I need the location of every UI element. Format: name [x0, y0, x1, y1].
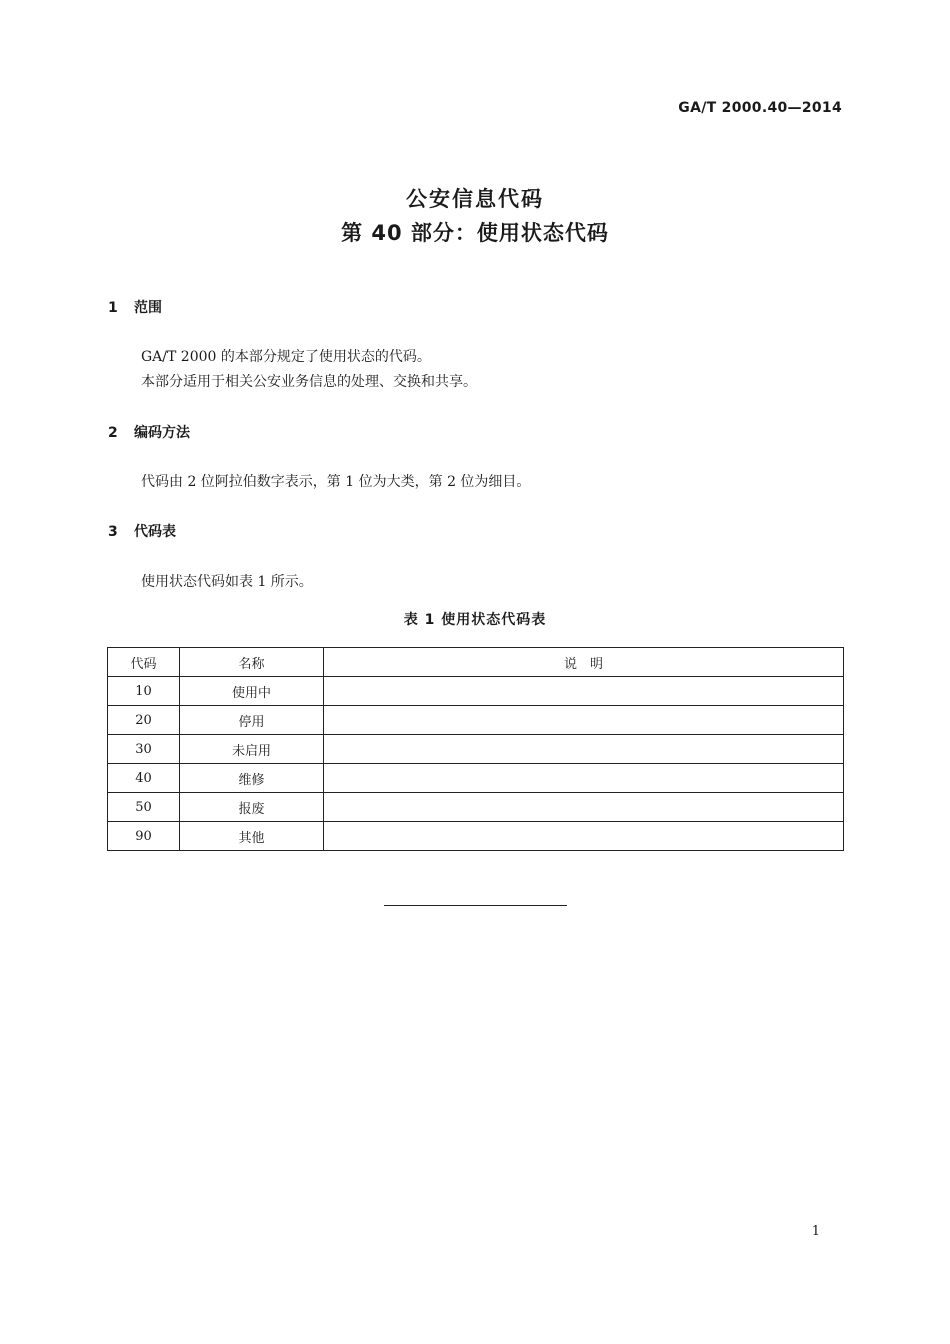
name-cell: 停用 [180, 706, 324, 735]
document-subtitle: 第 40 部分：使用状态代码 [341, 221, 609, 245]
end-of-document-rule [384, 905, 567, 906]
code-cell: 50 [108, 793, 180, 822]
code-cell: 40 [108, 764, 180, 793]
table-row [108, 793, 844, 822]
name-cell: 报废 [180, 793, 324, 822]
table-header-row [108, 648, 844, 677]
section-heading-scope [108, 297, 162, 317]
section-number: 2 [108, 425, 118, 441]
column-header-code: 代码 [108, 648, 180, 677]
standard-number: GA/T 2000.40—2014 [678, 100, 842, 116]
paragraph: 使用状态代码如表 1 所示。 [141, 574, 313, 590]
section-number: 3 [108, 524, 118, 540]
description-cell [324, 793, 844, 822]
name-cell: 未启用 [180, 735, 324, 764]
table-row [108, 764, 844, 793]
table-row [108, 706, 844, 735]
section-heading-coding-method [108, 422, 190, 442]
page-number: 1 [811, 1224, 820, 1239]
column-header-description: 说 明 [324, 648, 844, 677]
code-cell: 10 [108, 677, 180, 706]
section-number: 1 [108, 300, 118, 316]
code-cell: 90 [108, 822, 180, 851]
description-cell [324, 677, 844, 706]
table-caption: 表 1 使用状态代码表 [403, 612, 547, 628]
table-row [108, 735, 844, 764]
code-cell: 20 [108, 706, 180, 735]
paragraph: 本部分适用于相关公安业务信息的处理、交换和共享。 [141, 374, 477, 390]
paragraph: GA/T 2000 的本部分规定了使用状态的代码。 [141, 349, 431, 365]
description-cell [324, 822, 844, 851]
section-title: 代码表 [134, 524, 176, 540]
name-cell: 其他 [180, 822, 324, 851]
table-row [108, 677, 844, 706]
section-title: 范围 [134, 300, 162, 316]
description-cell [324, 706, 844, 735]
code-cell: 30 [108, 735, 180, 764]
description-cell [324, 764, 844, 793]
name-cell: 维修 [180, 764, 324, 793]
section-heading-code-table [108, 521, 176, 541]
paragraph: 代码由 2 位阿拉伯数字表示，第 1 位为大类，第 2 位为细目。 [141, 474, 531, 490]
description-cell [324, 735, 844, 764]
table-row [108, 822, 844, 851]
column-header-name: 名称 [180, 648, 324, 677]
name-cell: 使用中 [180, 677, 324, 706]
code-table [107, 647, 844, 851]
document-title: 公安信息代码 [406, 187, 544, 211]
section-title: 编码方法 [134, 425, 190, 441]
